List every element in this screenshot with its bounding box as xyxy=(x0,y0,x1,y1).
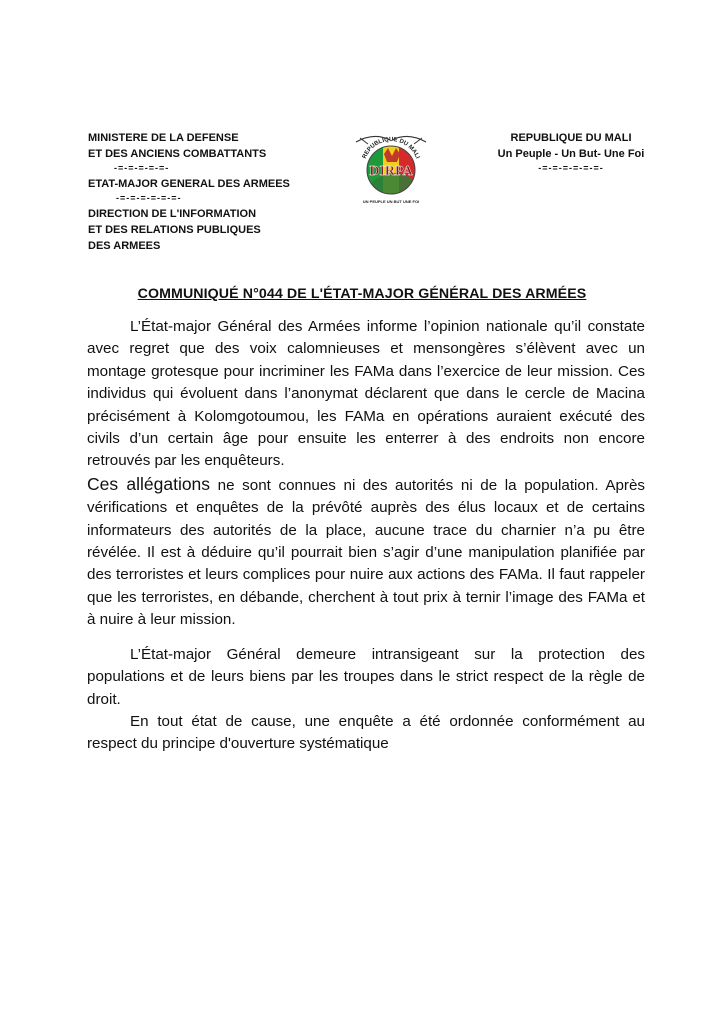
paragraph-1: L’État-major Général des Armées informe l’opinion nationale qu’il constate avec regret que des voix calomnieuses et mensongères s’élèvent avec un montage grotesque pour incriminer les FAMa dans l’exercice de leur mission. Ces individus qui évoluent dans l’anonymat déclarent que dans le cercle de Macina précisément à Kolomgotoumou, les FAMa en opérations auraient exécuté des civils d’un certain âge pour ensuite les enterrer à des endroits non encore retrouvés par les enquêteurs. xyxy=(87,318,645,470)
paragraph-2-text: ne sont connues ni des autorités ni de la population. Après vérifications et enquêtes de la prévôté auprès des élus locaux et de certains informateurs des autorités de la place, aucune trace du charnier n’a pu être révélée. Il est à déduire qu’il pourrait bien s’agir d’une manipulation planifiée par des terroristes et leurs complices pour nuire aux actions des FAMa. Il faut rappeler que les terroristes, en débande, cherchent à tout prix à ternir l’image des FAMa et à nuire à leur mission. xyxy=(87,476,645,629)
separator-right: -=-=-=-=-=-=- xyxy=(538,163,604,173)
dirpa-emblem-icon xyxy=(344,124,438,212)
logo-motto-text: UN PEUPLE UN BUT UNE FOI xyxy=(362,199,420,204)
direction-line-2: ET DES RELATIONS PUBLIQUES xyxy=(88,224,261,236)
logo-arc-text: REPUBLIQUE DU MALI xyxy=(361,136,421,160)
paragraph-4: En tout état de cause, une enquête a été ordonnée conformément au respect du principe d'ouverture systématique xyxy=(87,712,645,753)
national-motto: Un Peuple - Un But- Une Foi xyxy=(497,148,645,160)
communique-title: COMMUNIQUÉ N°044 DE L'ÉTAT-MAJOR GÉNÉRAL DES ARMÉES xyxy=(137,286,587,302)
staff-line: ETAT-MAJOR GENERAL DES ARMEES xyxy=(88,178,290,190)
paragraph-2 xyxy=(87,473,645,632)
separator-1: -=-=-=-=-=- xyxy=(114,163,170,173)
country-name: REPUBLIQUE DU MALI xyxy=(510,132,632,144)
separator-2: -=-=-=-=-=-=- xyxy=(116,193,182,203)
paragraph-3: L’État-major Général demeure intransigeant sur la protection des populations et de leurs biens par les troupes dans le strict respect de la règle de droit. xyxy=(87,645,645,708)
ministry-line-2: ET DES ANCIENS COMBATTANTS xyxy=(88,148,267,160)
communique-body xyxy=(87,316,645,756)
direction-line-1: DIRECTION DE L'INFORMATION xyxy=(88,208,257,220)
logo-main-text: DIRPA xyxy=(369,164,413,179)
paragraph-2-lead: Ces allégations xyxy=(87,473,211,494)
country-block xyxy=(486,130,656,174)
ministry-line-1: MINISTERE DE LA DEFENSE xyxy=(88,132,239,144)
issuer-block xyxy=(88,130,328,254)
direction-line-3: DES ARMEES xyxy=(88,240,161,252)
